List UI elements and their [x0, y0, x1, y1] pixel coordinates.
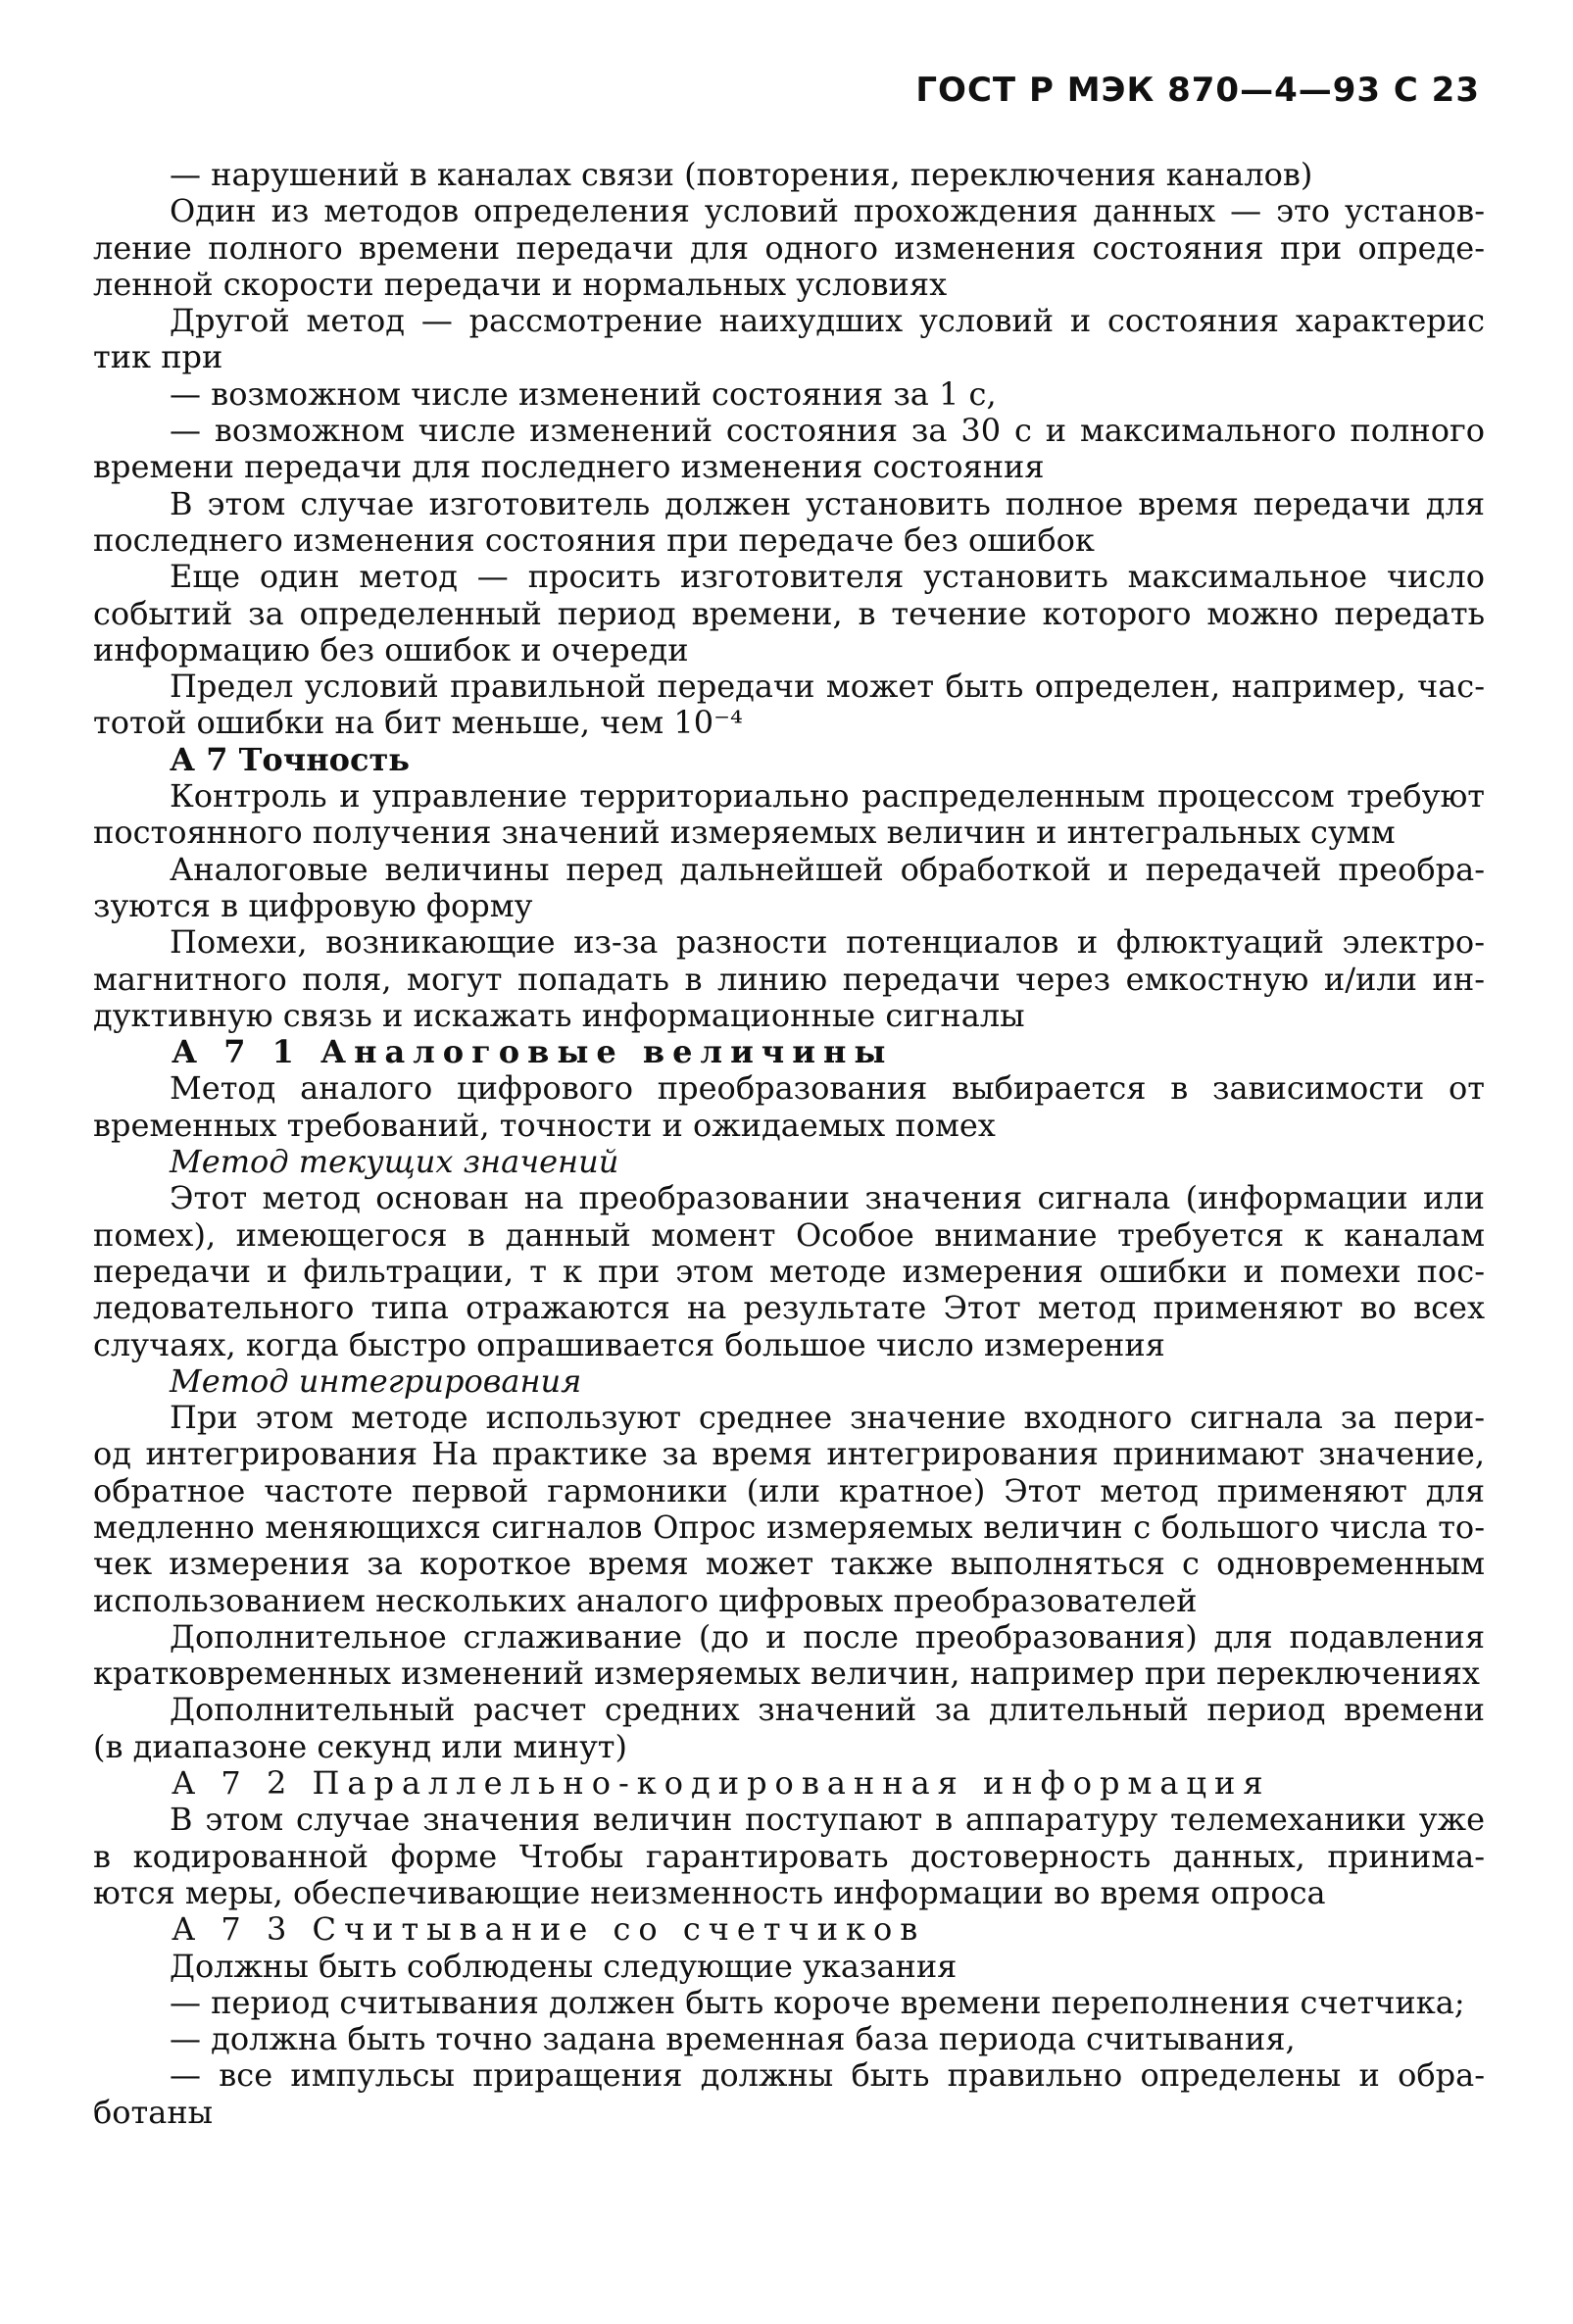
text-line: Метод аналого цифрового преобразования выбирается в зависимости от [170, 1070, 1485, 1108]
section-heading-a72: А 7 2 Параллельно-кодированная информация [172, 1765, 1271, 1803]
subheading-integration: Метод интегрирования [170, 1362, 582, 1400]
text-line: постоянного получения значений измеряемых величин и интегральных сумм [93, 815, 1396, 852]
text-line: времени передачи для последнего изменения состояния [93, 449, 1045, 486]
text-line: Предел условий правильной передачи может быть определен, например, час- [170, 668, 1485, 706]
text-line: Должны быть соблюдены следующие указания [170, 1948, 958, 1985]
list-item: — должна быть точно задана временная база периода считывания, [170, 2021, 1296, 2058]
subheading-current-values: Метод текущих значений [170, 1144, 619, 1181]
text-line: од интегрирования На практике за время интегрирования принимают значение, [93, 1436, 1485, 1473]
body-text [93, 157, 1485, 2131]
section-heading-a7: А 7 Точность [170, 741, 410, 778]
text-line: в кодированной форме Чтобы гарантировать достоверность данных, принима- [93, 1838, 1485, 1875]
page-header: ГОСТ Р МЭК 870—4—93 С 23 [915, 71, 1480, 110]
text-line: ленной скорости передачи и нормальных условиях [93, 266, 948, 303]
text-line: Один из методов определения условий прохождения данных — это установ- [170, 193, 1485, 230]
text-line: событий за определенный период времени, в течение которого можно передать [93, 595, 1485, 632]
text-line: ботаны [93, 2094, 214, 2131]
text-line: последнего изменения состояния при передаче без ошибок [93, 521, 1095, 559]
text-line: ление полного времени передачи для одного изменения состояния при опреде- [93, 229, 1485, 267]
text-line: При этом методе используют среднее значение входного сигнала за пери- [170, 1400, 1485, 1437]
text-line: ледовательного типа отражаются на результате Этот метод применяют во всех [93, 1290, 1485, 1327]
text-line: (в диапазоне секунд или минут) [93, 1728, 627, 1765]
text-line: Еще один метод — просить изготовителя установить максимальное число [170, 559, 1485, 596]
text-line: информацию без ошибок и очереди [93, 631, 689, 668]
text-line: В этом случае значения величин поступают в аппаратуру телемеханики уже [170, 1802, 1485, 1839]
list-item: — период считывания должен быть короче времени переполнения счетчика; [170, 1984, 1465, 2021]
text-line: — нарушений в каналах связи (повторения, переключения каналов) [170, 157, 1313, 193]
section-heading-a71: А 7 1 Аналоговые величины [172, 1034, 894, 1071]
text-line: тик при [93, 339, 223, 376]
text-line: — возможном числе изменений состояния за 1 с, [170, 375, 997, 413]
text-line: — возможном числе изменений состояния за 30 с и максимального полного [170, 413, 1485, 450]
text-line: магнитного поля, могут попадать в линию передачи через емкостную и/или ин- [93, 961, 1485, 998]
text-line: помех), имеющегося в данный момент Особое внимание требуется к каналам [93, 1216, 1485, 1254]
section-heading-a73: А 7 3 Считывание со счетчиков [172, 1911, 926, 1949]
text-line: В этом случае изготовитель должен установить полное время передачи для [170, 485, 1485, 522]
text-line: обратное частоте первой гармоники (или кратное) Этот метод применяют для [93, 1472, 1485, 1509]
text-line: случаях, когда быстро опрашивается большое число измерения [93, 1326, 1165, 1363]
list-item: — все импульсы приращения должны быть правильно определены и обра- [170, 2057, 1485, 2095]
text-line: кратковременных изменений измеряемых величин, например при переключениях [93, 1656, 1480, 1693]
text-line: Другой метод — рассмотрение наихудших условий и состояния характерис [170, 303, 1485, 340]
text-line: Контроль и управление территориально распределенным процессом требуют [170, 778, 1485, 816]
text-line: временных требований, точности и ожидаемых помех [93, 1107, 996, 1144]
text-line: использованием нескольких аналого цифровых преобразователей [93, 1582, 1198, 1619]
text-line: чек измерения за короткое время может также выполняться с одновременным [93, 1546, 1485, 1583]
text-line: зуются в цифровую форму [93, 887, 533, 924]
text-line: тотой ошибки на бит меньше, чем 10⁻⁴ [93, 705, 743, 742]
text-line: ются меры, обеспечивающие неизменность информации во время опроса [93, 1874, 1326, 1911]
text-line: Этот метод основан на преобразовании значения сигнала (информации или [170, 1180, 1485, 1217]
text-line: Помехи, возникающие из-за разности потенциалов и флюктуаций электро- [170, 924, 1485, 962]
text-line: медленно меняющихся сигналов Опрос измеряемых величин с большого числа то- [93, 1508, 1485, 1546]
text-line: дуктивную связь и искажать информационные сигналы [93, 997, 1025, 1034]
text-line: Аналоговые величины перед дальнейшей обработкой и передачей преобра- [170, 851, 1485, 888]
text-line: передачи и фильтрации, т к при этом методе измерения ошибки и помехи пос- [93, 1253, 1485, 1290]
text-line: Дополнительное сглаживание (до и после преобразования) для подавления [170, 1618, 1485, 1656]
text-line: Дополнительный расчет средних значений за длительный период времени [170, 1692, 1485, 1729]
